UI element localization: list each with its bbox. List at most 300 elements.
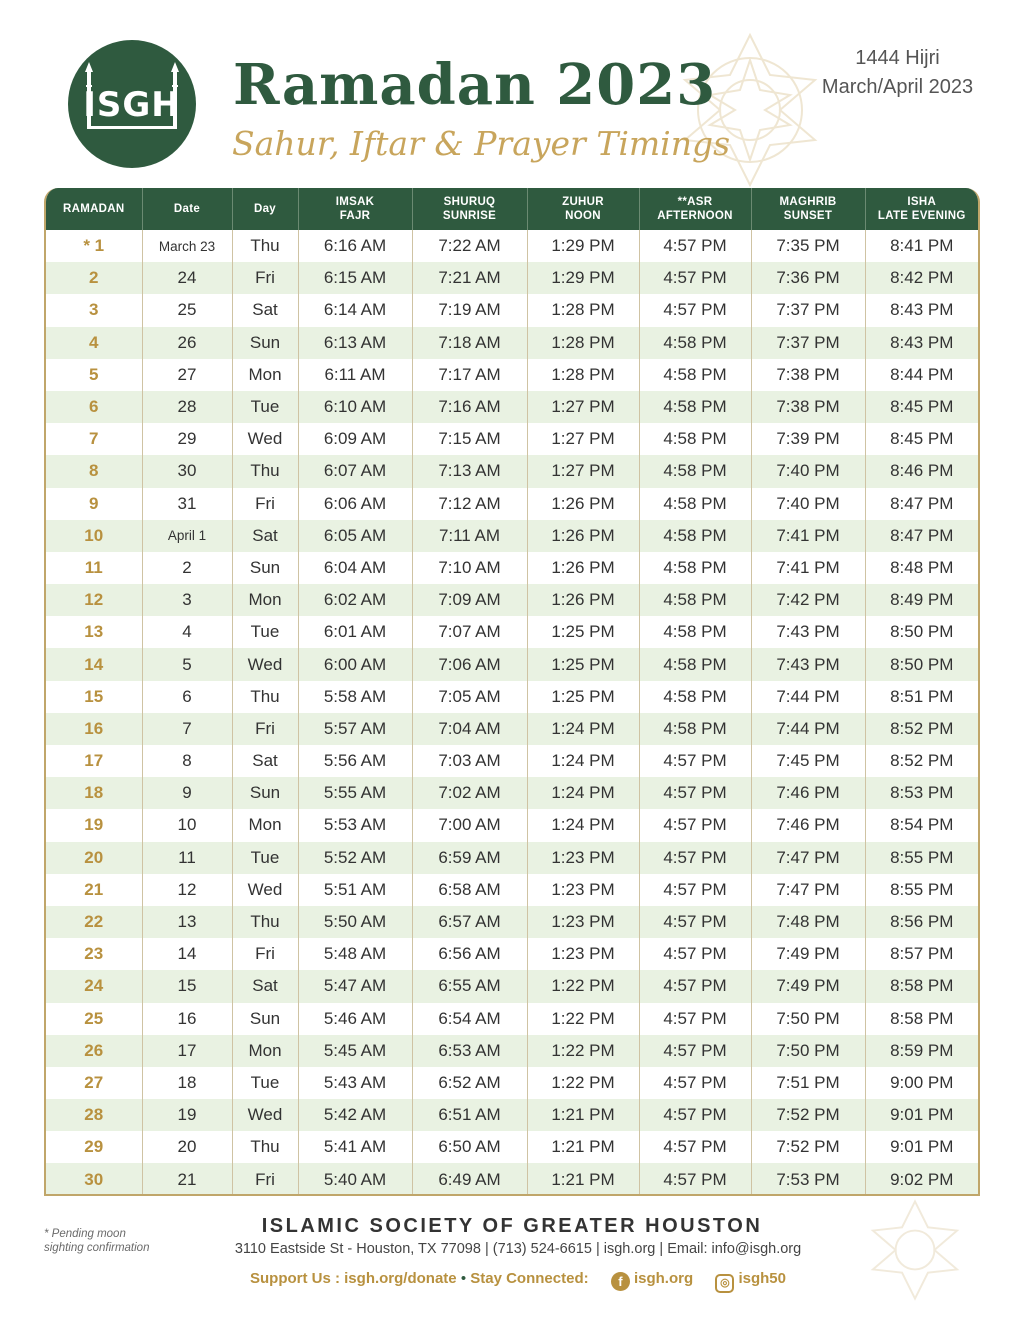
weekday-cell: Tue <box>232 842 298 874</box>
date-cell: 31 <box>142 488 232 520</box>
ramadan-day-cell: 10 <box>46 520 142 552</box>
isgh-logo <box>68 40 196 168</box>
imsak-time-cell: 6:14 AM <box>298 294 412 326</box>
imsak-time-cell: 6:16 AM <box>298 230 412 262</box>
zuhur-time-cell: 1:27 PM <box>527 391 639 423</box>
maghrib-time-cell: 7:50 PM <box>751 1003 865 1035</box>
table-row <box>46 327 978 359</box>
weekday-cell: Fri <box>232 713 298 745</box>
column-header <box>298 188 412 230</box>
ramadan-day-cell: 2 <box>46 262 142 294</box>
asr-time-cell: 4:57 PM <box>639 938 751 970</box>
shuruq-time-cell: 7:04 AM <box>412 713 527 745</box>
imsak-time-cell: 5:42 AM <box>298 1099 412 1131</box>
table-row <box>46 1163 978 1195</box>
imsak-time-cell: 5:48 AM <box>298 938 412 970</box>
hijri-year: 1444 Hijri <box>855 47 940 69</box>
zuhur-time-cell: 1:22 PM <box>527 1035 639 1067</box>
table-row <box>46 1099 978 1131</box>
ramadan-day-cell: 12 <box>46 584 142 616</box>
weekday-cell: Fri <box>232 488 298 520</box>
zuhur-time-cell: 1:21 PM <box>527 1131 639 1163</box>
column-header-label: IMSAK <box>335 196 375 208</box>
maghrib-time-cell: 7:52 PM <box>751 1131 865 1163</box>
shuruq-time-cell: 7:11 AM <box>412 520 527 552</box>
ramadan-day-cell: 17 <box>46 745 142 777</box>
shuruq-time-cell: 7:19 AM <box>412 294 527 326</box>
column-header-sublabel: SUNSET <box>783 210 833 222</box>
ramadan-day-cell: 7 <box>46 423 142 455</box>
facebook-icon[interactable]: f <box>611 1272 630 1291</box>
maghrib-time-cell: 7:44 PM <box>751 681 865 713</box>
zuhur-time-cell: 1:22 PM <box>527 1003 639 1035</box>
ramadan-day-cell: 11 <box>46 552 142 584</box>
column-header-sublabel: LATE EVENING <box>877 210 966 222</box>
imsak-time-cell: 5:53 AM <box>298 809 412 841</box>
column-header <box>639 188 751 230</box>
ramadan-day-cell: 13 <box>46 616 142 648</box>
table-row <box>46 520 978 552</box>
weekday-cell: Tue <box>232 616 298 648</box>
maghrib-time-cell: 7:45 PM <box>751 745 865 777</box>
imsak-time-cell: 5:50 AM <box>298 906 412 938</box>
asr-time-cell: 4:57 PM <box>639 1035 751 1067</box>
ramadan-day-cell: 29 <box>46 1131 142 1163</box>
shuruq-time-cell: 7:00 AM <box>412 809 527 841</box>
column-header <box>412 188 527 230</box>
table-row <box>46 1003 978 1035</box>
address: 3110 Eastside St - Houston, TX 77098 <box>234 1241 481 1257</box>
email-link[interactable]: Email: info@isgh.org <box>667 1241 802 1257</box>
date-cell: 27 <box>142 359 232 391</box>
zuhur-time-cell: 1:23 PM <box>527 938 639 970</box>
ramadan-day-cell: 5 <box>46 359 142 391</box>
maghrib-time-cell: 7:40 PM <box>751 455 865 487</box>
isha-time-cell: 8:58 PM <box>890 1008 954 1028</box>
maghrib-time-cell: 7:41 PM <box>751 520 865 552</box>
table-row <box>46 1131 978 1163</box>
column-header-label: MAGHRIB <box>779 196 837 208</box>
zuhur-time-cell: 1:25 PM <box>527 681 639 713</box>
asr-time-cell: 4:57 PM <box>639 230 751 262</box>
shuruq-time-cell: 6:52 AM <box>412 1067 527 1099</box>
shuruq-time-cell: 7:12 AM <box>412 488 527 520</box>
ramadan-day-cell: 6 <box>46 391 142 423</box>
imsak-time-cell: 6:15 AM <box>298 262 412 294</box>
ramadan-day-cell: 30 <box>46 1163 142 1195</box>
imsak-time-cell: 6:06 AM <box>298 488 412 520</box>
column-header-label: Date <box>173 203 201 215</box>
shuruq-time-cell: 7:15 AM <box>412 423 527 455</box>
zuhur-time-cell: 1:29 PM <box>527 262 639 294</box>
imsak-time-cell: 6:09 AM <box>298 423 412 455</box>
isha-time-cell: 8:52 PM <box>865 713 978 745</box>
zuhur-time-cell: 1:24 PM <box>527 713 639 745</box>
column-header-label: RAMADAN <box>62 203 125 215</box>
imsak-time-cell: 5:40 AM <box>298 1163 412 1195</box>
shuruq-time-cell: 7:02 AM <box>412 777 527 809</box>
asr-time-cell: 4:58 PM <box>639 455 751 487</box>
imsak-time-cell: 5:55 AM <box>298 777 412 809</box>
weekday-cell: Sat <box>232 294 298 326</box>
table-row <box>46 488 978 520</box>
maghrib-time-cell: 7:38 PM <box>751 359 865 391</box>
shuruq-time-cell: 7:17 AM <box>412 359 527 391</box>
ramadan-day-cell: 8 <box>46 455 142 487</box>
isha-time-cell: 8:52 PM <box>890 751 954 771</box>
table-row <box>46 230 978 262</box>
isha-time-cell: 8:45 PM <box>865 391 978 423</box>
date-cell: 30 <box>142 455 232 487</box>
column-header-label: SHURUQ <box>443 196 496 208</box>
zuhur-time-cell: 1:21 PM <box>527 1163 639 1195</box>
instagram-link[interactable]: isgh50 <box>738 1270 786 1287</box>
date-cell: 14 <box>142 938 232 970</box>
zuhur-time-cell: 1:22 PM <box>527 1067 639 1099</box>
column-header-label: **ASR <box>677 196 713 208</box>
asr-time-cell: 4:57 PM <box>639 874 751 906</box>
date-cell: April 1 <box>142 520 232 552</box>
weekday-cell: Fri <box>232 262 298 294</box>
shuruq-time-cell: 6:53 AM <box>412 1035 527 1067</box>
ramadan-day-cell: 24 <box>46 970 142 1002</box>
isha-time-cell: 8:50 PM <box>890 622 954 642</box>
asr-time-cell: 4:57 PM <box>639 745 751 777</box>
weekday-cell: Sat <box>232 745 298 777</box>
isha-time-cell: 8:43 PM <box>890 300 954 320</box>
asr-time-cell: 4:58 PM <box>639 616 751 648</box>
weekday-cell: Sun <box>232 777 298 809</box>
maghrib-time-cell: 7:50 PM <box>751 1035 865 1067</box>
maghrib-time-cell: 7:38 PM <box>751 391 865 423</box>
divider: | <box>595 1241 604 1257</box>
column-header-sublabel: FAJR <box>339 210 371 222</box>
isha-time-cell: 8:51 PM <box>890 686 954 706</box>
asr-time-cell: 4:57 PM <box>639 1067 751 1099</box>
isha-time-cell: 8:47 PM <box>865 520 978 552</box>
isha-time-cell: 9:02 PM <box>865 1163 978 1195</box>
isha-time-cell: 8:42 PM <box>865 262 978 294</box>
maghrib-time-cell: 7:37 PM <box>751 294 865 326</box>
weekday-cell: Mon <box>232 359 298 391</box>
maghrib-time-cell: 7:42 PM <box>751 584 865 616</box>
shuruq-time-cell: 7:03 AM <box>412 745 527 777</box>
maghrib-time-cell: 7:49 PM <box>751 970 865 1002</box>
column-header <box>751 188 865 230</box>
ramadan-day-cell: 18 <box>46 777 142 809</box>
zuhur-time-cell: 1:23 PM <box>527 906 639 938</box>
shuruq-time-cell: 6:55 AM <box>412 970 527 1002</box>
shuruq-time-cell: 7:22 AM <box>412 230 527 262</box>
ramadan-day-cell: 19 <box>46 809 142 841</box>
asr-time-cell: 4:58 PM <box>639 713 751 745</box>
header <box>0 0 1024 190</box>
date-cell: 2 <box>142 552 232 584</box>
maghrib-time-cell: 7:47 PM <box>751 874 865 906</box>
ramadan-day-cell: 28 <box>46 1099 142 1131</box>
isha-time-cell: 8:50 PM <box>865 648 978 680</box>
asr-time-cell: 4:57 PM <box>639 1099 751 1131</box>
weekday-cell: Sun <box>232 552 298 584</box>
date-cell: 16 <box>142 1003 232 1035</box>
isha-time-cell: 9:01 PM <box>865 1099 978 1131</box>
maghrib-time-cell: 7:39 PM <box>751 423 865 455</box>
table-row <box>46 681 978 713</box>
divider: | <box>484 1241 493 1257</box>
weekday-cell: Thu <box>232 681 298 713</box>
imsak-time-cell: 6:01 AM <box>298 616 412 648</box>
asr-time-cell: 4:58 PM <box>639 584 751 616</box>
shuruq-time-cell: 7:09 AM <box>412 584 527 616</box>
asr-time-cell: 4:57 PM <box>639 970 751 1002</box>
weekday-cell: Wed <box>232 423 298 455</box>
isha-time-cell: 8:48 PM <box>890 557 954 577</box>
imsak-time-cell: 6:11 AM <box>298 359 412 391</box>
table-row <box>46 648 978 680</box>
imsak-time-cell: 6:00 AM <box>298 648 412 680</box>
ramadan-day-cell: 22 <box>46 906 142 938</box>
zuhur-time-cell: 1:27 PM <box>527 423 639 455</box>
maghrib-time-cell: 7:47 PM <box>751 842 865 874</box>
date-cell: 7 <box>142 713 232 745</box>
isha-time-cell: 8:57 PM <box>890 944 954 964</box>
maghrib-time-cell: 7:37 PM <box>751 327 865 359</box>
date-cell: 8 <box>142 745 232 777</box>
imsak-time-cell: 5:58 AM <box>298 681 412 713</box>
asr-time-cell: 4:57 PM <box>639 294 751 326</box>
zuhur-time-cell: 1:24 PM <box>527 745 639 777</box>
ramadan-day-cell: 20 <box>46 842 142 874</box>
ramadan-day-cell: 15 <box>46 681 142 713</box>
isha-time-cell: 8:54 PM <box>890 815 954 835</box>
date-cell: 18 <box>142 1067 232 1099</box>
column-header <box>865 188 978 230</box>
table-row <box>46 874 978 906</box>
column-header <box>142 188 232 230</box>
asr-time-cell: 4:58 PM <box>639 681 751 713</box>
weekday-cell: Thu <box>232 230 298 262</box>
ramadan-day-cell: 14 <box>46 648 142 680</box>
isha-time-cell: 8:53 PM <box>865 777 978 809</box>
date-cell: 9 <box>142 777 232 809</box>
isha-time-cell: 8:49 PM <box>865 584 978 616</box>
ramadan-day-cell: 9 <box>46 488 142 520</box>
maghrib-time-cell: 7:43 PM <box>751 616 865 648</box>
asr-time-cell: 4:57 PM <box>639 809 751 841</box>
maghrib-time-cell: 7:44 PM <box>751 713 865 745</box>
zuhur-time-cell: 1:23 PM <box>527 842 639 874</box>
ramadan-day-cell: 4 <box>46 327 142 359</box>
shuruq-time-cell: 7:21 AM <box>412 262 527 294</box>
maghrib-time-cell: 7:35 PM <box>751 230 865 262</box>
table-row <box>46 552 978 584</box>
weekday-cell: Fri <box>232 1163 298 1195</box>
maghrib-time-cell: 7:40 PM <box>751 488 865 520</box>
table-row <box>46 970 978 1002</box>
ramadan-day-cell: 23 <box>46 938 142 970</box>
table-row <box>46 359 978 391</box>
zuhur-time-cell: 1:23 PM <box>527 874 639 906</box>
zuhur-time-cell: 1:26 PM <box>527 552 639 584</box>
weekday-cell: Fri <box>232 938 298 970</box>
column-header <box>527 188 639 230</box>
website-link[interactable]: isgh.org <box>603 1241 656 1257</box>
table-row <box>46 906 978 938</box>
weekday-cell: Sun <box>232 1003 298 1035</box>
isha-time-cell: 9:01 PM <box>890 1137 954 1157</box>
table-body <box>46 230 978 1196</box>
weekday-cell: Thu <box>232 906 298 938</box>
column-header-sublabel: AFTERNOON <box>657 210 733 222</box>
table-row <box>46 1067 978 1099</box>
donate-link[interactable]: Support Us : isgh.org/donate <box>249 1270 457 1287</box>
shuruq-time-cell: 6:57 AM <box>412 906 527 938</box>
ramadan-day-cell: 27 <box>46 1067 142 1099</box>
imsak-time-cell: 6:10 AM <box>298 391 412 423</box>
asr-time-cell: 4:57 PM <box>639 906 751 938</box>
asr-time-cell: 4:58 PM <box>639 552 751 584</box>
asr-time-cell: 4:57 PM <box>639 1003 751 1035</box>
header-row <box>46 188 978 230</box>
imsak-time-cell: 5:57 AM <box>298 713 412 745</box>
weekday-cell: Thu <box>232 1131 298 1163</box>
ramadan-day-cell: 26 <box>46 1035 142 1067</box>
weekday-cell: Wed <box>232 648 298 680</box>
weekday-cell: Sat <box>232 970 298 1002</box>
bullet-separator: • <box>460 1270 471 1287</box>
imsak-time-cell: 5:52 AM <box>298 842 412 874</box>
asr-time-cell: 4:58 PM <box>639 327 751 359</box>
ramadan-day-cell: 16 <box>46 713 142 745</box>
date-cell: 10 <box>142 809 232 841</box>
maghrib-time-cell: 7:53 PM <box>751 1163 865 1195</box>
weekday-cell: Mon <box>232 1035 298 1067</box>
organization-name: ISLAMIC SOCIETY OF GREATER HOUSTON <box>261 1215 763 1237</box>
ramadan-day-cell: 21 <box>46 874 142 906</box>
isha-time-cell: 8:46 PM <box>865 455 978 487</box>
date-cell: 19 <box>142 1099 232 1131</box>
column-header <box>46 188 142 230</box>
table-row <box>46 294 978 326</box>
zuhur-time-cell: 1:28 PM <box>527 294 639 326</box>
weekday-cell: Thu <box>232 455 298 487</box>
shuruq-time-cell: 6:50 AM <box>412 1131 527 1163</box>
asr-time-cell: 4:58 PM <box>639 488 751 520</box>
zuhur-time-cell: 1:24 PM <box>527 809 639 841</box>
shuruq-time-cell: 7:07 AM <box>412 616 527 648</box>
imsak-time-cell: 6:04 AM <box>298 552 412 584</box>
date-cell: 17 <box>142 1035 232 1067</box>
gregorian-months: March/April 2023 <box>821 76 974 98</box>
isha-time-cell: 8:44 PM <box>890 364 954 384</box>
isha-time-cell: 8:55 PM <box>890 879 954 899</box>
divider: | <box>659 1241 668 1257</box>
isha-time-cell: 8:41 PM <box>890 236 954 256</box>
date-cell: 4 <box>142 616 232 648</box>
date-cell: 13 <box>142 906 232 938</box>
maghrib-time-cell: 7:36 PM <box>751 262 865 294</box>
asr-time-cell: 4:58 PM <box>639 359 751 391</box>
isha-time-cell: 8:45 PM <box>890 429 954 449</box>
logo-text: ISGH <box>83 85 181 125</box>
table-row <box>46 616 978 648</box>
table-row <box>46 842 978 874</box>
table-header <box>46 188 978 230</box>
weekday-cell: Wed <box>232 1099 298 1131</box>
maghrib-time-cell: 7:46 PM <box>751 809 865 841</box>
facebook-link[interactable]: isgh.org <box>633 1270 694 1287</box>
asr-time-cell: 4:58 PM <box>639 648 751 680</box>
date-cell: 11 <box>142 842 232 874</box>
shuruq-time-cell: 7:05 AM <box>412 681 527 713</box>
isha-time-cell: 8:55 PM <box>865 842 978 874</box>
table-row <box>46 423 978 455</box>
zuhur-time-cell: 1:27 PM <box>527 455 639 487</box>
imsak-time-cell: 5:56 AM <box>298 745 412 777</box>
date-cell: March 23 <box>142 230 232 262</box>
asr-time-cell: 4:57 PM <box>639 262 751 294</box>
shuruq-time-cell: 7:18 AM <box>412 327 527 359</box>
date-cell: 24 <box>142 262 232 294</box>
shuruq-time-cell: 7:06 AM <box>412 648 527 680</box>
date-cell: 12 <box>142 874 232 906</box>
date-cell: 25 <box>142 294 232 326</box>
zuhur-time-cell: 1:28 PM <box>527 327 639 359</box>
date-cell: 15 <box>142 970 232 1002</box>
table-row <box>46 745 978 777</box>
maghrib-time-cell: 7:46 PM <box>751 777 865 809</box>
shuruq-time-cell: 6:51 AM <box>412 1099 527 1131</box>
imsak-time-cell: 5:45 AM <box>298 1035 412 1067</box>
date-cell: 29 <box>142 423 232 455</box>
zuhur-time-cell: 1:22 PM <box>527 970 639 1002</box>
weekday-cell: Sun <box>232 327 298 359</box>
page-subtitle: Sahur, Iftar & Prayer Timings <box>232 124 731 163</box>
shuruq-time-cell: 6:54 AM <box>412 1003 527 1035</box>
date-cell: 20 <box>142 1131 232 1163</box>
ramadan-day-cell: 3 <box>46 294 142 326</box>
imsak-time-cell: 5:41 AM <box>298 1131 412 1163</box>
shuruq-time-cell: 7:16 AM <box>412 391 527 423</box>
table-row <box>46 455 978 487</box>
date-cell: 26 <box>142 327 232 359</box>
maghrib-time-cell: 7:41 PM <box>751 552 865 584</box>
date-cell: 5 <box>142 648 232 680</box>
date-cell: 3 <box>142 584 232 616</box>
timings-table-container <box>44 188 980 1196</box>
column-header <box>232 188 298 230</box>
imsak-time-cell: 6:02 AM <box>298 584 412 616</box>
shuruq-time-cell: 6:58 AM <box>412 874 527 906</box>
phone: (713) 524-6615 <box>492 1241 592 1257</box>
weekday-cell: Mon <box>232 809 298 841</box>
imsak-time-cell: 5:47 AM <box>298 970 412 1002</box>
isha-time-cell: 8:59 PM <box>865 1035 978 1067</box>
instagram-icon[interactable]: ◎ <box>715 1274 734 1293</box>
zuhur-time-cell: 1:24 PM <box>527 777 639 809</box>
maghrib-time-cell: 7:48 PM <box>751 906 865 938</box>
zuhur-time-cell: 1:26 PM <box>527 488 639 520</box>
zuhur-time-cell: 1:25 PM <box>527 648 639 680</box>
weekday-cell: Wed <box>232 874 298 906</box>
table-row <box>46 713 978 745</box>
asr-time-cell: 4:58 PM <box>639 423 751 455</box>
asr-time-cell: 4:58 PM <box>639 391 751 423</box>
asr-time-cell: 4:58 PM <box>639 520 751 552</box>
imsak-time-cell: 6:07 AM <box>298 455 412 487</box>
date-cell: 28 <box>142 391 232 423</box>
imsak-time-cell: 5:46 AM <box>298 1003 412 1035</box>
